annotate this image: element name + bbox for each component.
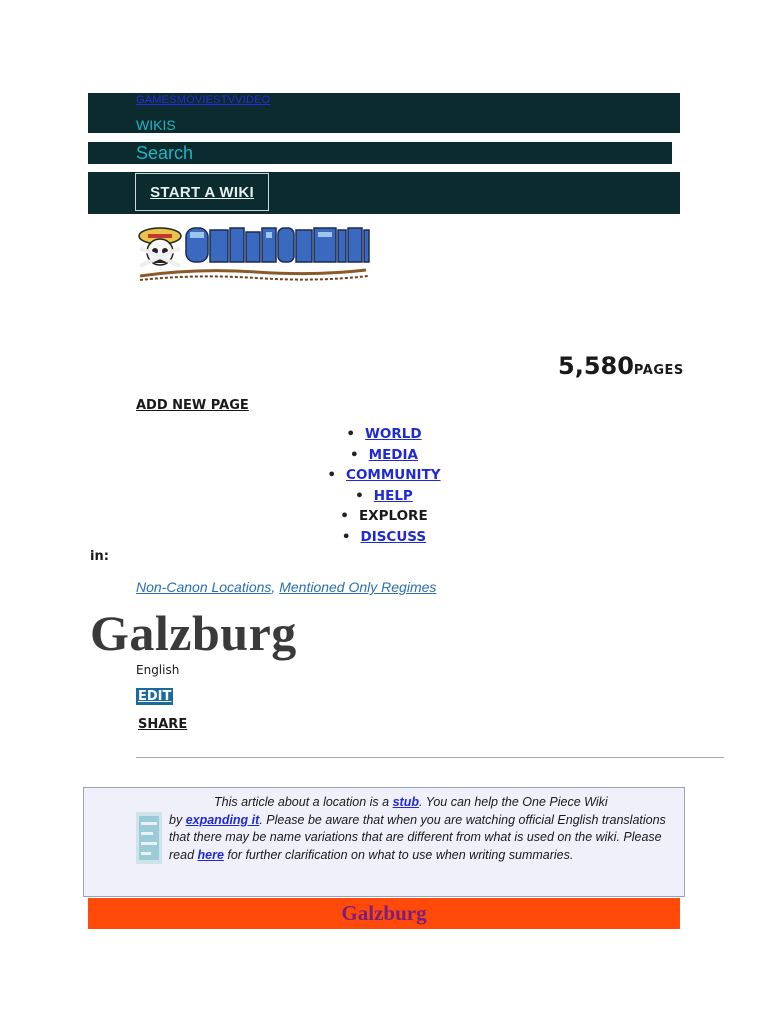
categories-list (136, 579, 436, 595)
nav-item-discuss: • DISCUSS (341, 528, 427, 545)
category-link-mentioned-only-regimes[interactable]: Mentioned Only Regimes (279, 579, 437, 595)
start-a-wiki-button[interactable]: START A WIKI (135, 173, 269, 211)
stub-link[interactable]: stub (392, 795, 419, 809)
edit-button[interactable]: EDIT (138, 689, 172, 704)
language-selector[interactable]: English (136, 663, 180, 677)
share-button[interactable]: SHARE (138, 717, 188, 732)
add-new-page-link[interactable]: ADD NEW PAGE (136, 398, 249, 413)
categories-label: in: (90, 549, 109, 564)
nav-item-community: • COMMUNITY (327, 467, 441, 483)
nav-link-discuss[interactable]: DISCUSS (360, 528, 427, 545)
nav-item-help: • HELP (355, 487, 413, 504)
category-link-non-canon-locations[interactable]: Non-Canon Locations (136, 579, 272, 595)
header-divider (136, 757, 724, 758)
page-count (558, 352, 684, 380)
page-count-number: 5,580 (558, 352, 634, 380)
search-input[interactable]: Search (136, 143, 194, 163)
nav-item-explore: • EXPLORE (340, 508, 428, 524)
here-link[interactable]: here (197, 847, 224, 862)
expanding-it-link[interactable]: expanding it (185, 812, 260, 827)
logo-graphic (136, 222, 370, 284)
category-separator: , (271, 579, 276, 595)
one-piece-wiki-logo[interactable] (136, 222, 370, 284)
nav-link-explore[interactable]: EXPLORE (358, 508, 428, 524)
stub-image-icon (136, 812, 162, 864)
stub-notice-text: This article about a location is a stub. You can help the One Piece Wiki by expanding it. Please be aware that when you are watching official English translations that there may be name variations that are different from what is used on the wiki. Please read here for further clarification on what to use when writing summaries. (169, 795, 666, 862)
nav-item-world: • WORLD (346, 426, 422, 442)
wiki-nav-list (0, 424, 768, 547)
nav-item-media: • MEDIA (350, 446, 418, 463)
wikis-link[interactable]: WIKIS (136, 117, 176, 133)
nav-link-community[interactable]: COMMUNITY (346, 467, 441, 483)
nav-link-media[interactable]: MEDIA (368, 446, 418, 463)
page-title: Galzburg (90, 605, 297, 661)
nav-link-help[interactable]: HELP (373, 487, 413, 504)
games-movies-tv-video-link[interactable]: GAMESMOVIESTVVIDEO (136, 94, 271, 106)
page-count-label: PAGES (633, 363, 684, 378)
infobox-title: Galzburg (88, 898, 680, 929)
nav-link-world[interactable]: WORLD (365, 426, 422, 442)
